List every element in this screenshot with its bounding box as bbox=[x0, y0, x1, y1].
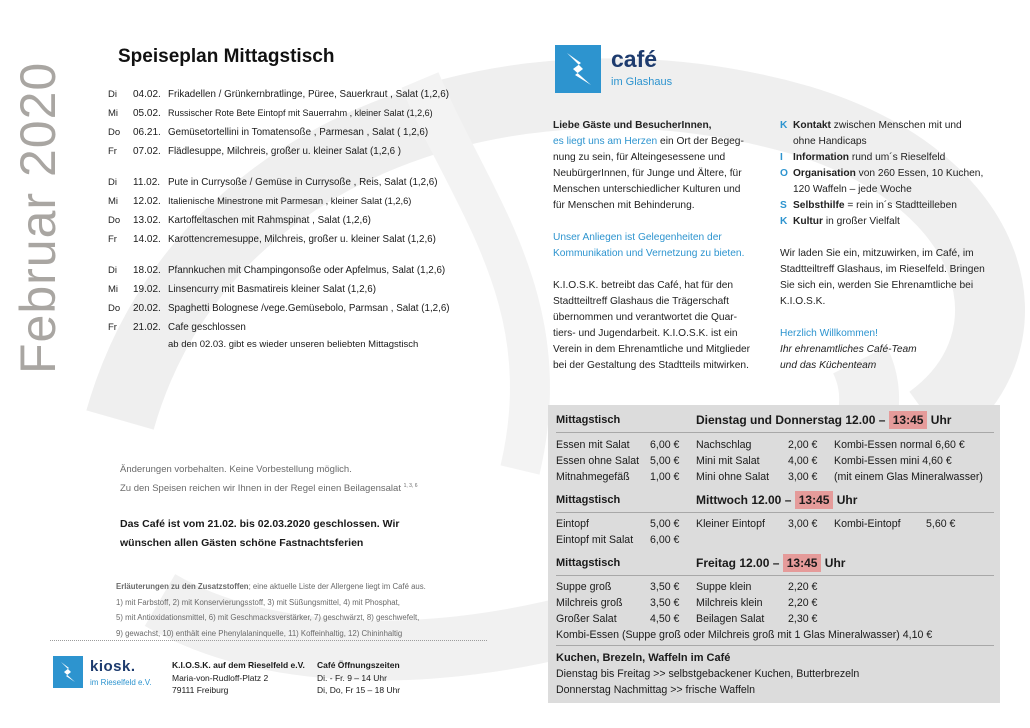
additives-line-4: 9) gewachst, 10) enthält eine Phenylalaninquelle, 11) Koffeinhaltig, 12) Chininhaltig bbox=[116, 628, 403, 638]
cafe-subtitle: im Glashaus bbox=[611, 76, 673, 88]
menu-dish: Karottencremesuppe, Milchreis, großer u. kleiner Salat (1,2,6) bbox=[168, 234, 436, 245]
menu-row bbox=[108, 177, 508, 196]
time-highlight: 13:45 bbox=[795, 491, 834, 509]
price-item: Milchreis klein bbox=[696, 597, 763, 609]
price-value: 2,20 € bbox=[788, 581, 818, 593]
menu-row bbox=[108, 265, 508, 284]
combo-line: Kombi-Essen (Suppe groß oder Milchreis groß mit 1 Glas Mineralwasser) 4,10 € bbox=[556, 629, 933, 641]
menu-dish: Frikadellen / Grünkernbratlinge, Püree, Sauerkraut , Salat (1,2,6) bbox=[168, 89, 449, 100]
menu-day: Fr bbox=[108, 146, 117, 157]
side-salad-text bbox=[120, 478, 418, 497]
section-label: Mittagstisch bbox=[556, 557, 621, 569]
price-value: 4,00 € bbox=[788, 455, 818, 467]
time-highlight: 13:45 bbox=[889, 411, 928, 429]
price-value: 6,00 € bbox=[650, 534, 680, 546]
menu-date: 20.02. bbox=[133, 303, 161, 314]
menu-row bbox=[108, 303, 508, 322]
menu-row bbox=[108, 89, 508, 108]
kiosk-line: bei der Gestaltung des Stadtteils mitwirken. bbox=[553, 360, 749, 371]
section-separator bbox=[556, 575, 994, 576]
closed-line-1: Das Café ist vom 21.02. bis 02.03.2020 geschlossen. Wir bbox=[120, 518, 400, 530]
cake-line: Donnerstag Nachmittag >> frische Waffeln bbox=[556, 684, 756, 696]
address-street: Maria-von-Rudloff-Platz 2 bbox=[172, 672, 269, 683]
price-item: Milchreis groß bbox=[556, 597, 623, 609]
price-value: 3,00 € bbox=[788, 518, 818, 530]
uhr-label: Uhr bbox=[836, 493, 858, 507]
signature-line: Ihr ehrenamtliches Café-Team bbox=[780, 344, 917, 355]
menu-day: Fr bbox=[108, 234, 117, 245]
acronym-text: = rein in´s Stadtteilleben bbox=[844, 200, 957, 211]
acronym-text: 120 Waffeln – jede Woche bbox=[793, 184, 912, 195]
menu-day: Mi bbox=[108, 196, 119, 207]
price-item: Suppe klein bbox=[696, 581, 752, 593]
intro-line: Menschen unterschiedlicher Kulturen und bbox=[553, 184, 741, 195]
price-item: Suppe groß bbox=[556, 581, 612, 593]
price-value: 4,50 € bbox=[650, 613, 680, 625]
invitation-line: Stadtteiltreff Glashaus, im Rieselfeld. Bringen bbox=[780, 264, 985, 275]
price-item: Essen mit Salat bbox=[556, 439, 630, 451]
menu-day: Di bbox=[108, 89, 117, 100]
kiosk-subtitle: im Rieselfeld e.V. bbox=[90, 678, 152, 687]
invitation-line: K.I.O.S.K. bbox=[780, 296, 826, 307]
section-days bbox=[696, 493, 857, 507]
price-item: Kombi-Eintopf bbox=[834, 518, 901, 530]
menu-row bbox=[108, 108, 508, 127]
address-city: 79111 Freiburg bbox=[172, 685, 229, 695]
intro-line: für Menschen mit Behinderung. bbox=[553, 200, 695, 211]
section-separator bbox=[556, 432, 994, 433]
price-item: Kombi-Essen normal 6,60 € bbox=[834, 439, 965, 451]
menu-row bbox=[108, 284, 508, 303]
price-value: 2,20 € bbox=[788, 597, 818, 609]
section-separator bbox=[556, 645, 994, 646]
price-item: Mini mit Salat bbox=[696, 455, 760, 467]
kiosk-line: K.I.O.S.K. betreibt das Café, hat für den bbox=[553, 280, 734, 291]
price-value: 3,50 € bbox=[650, 581, 680, 593]
kiosk-logo-icon bbox=[53, 656, 83, 688]
kiosk-name: kiosk. bbox=[90, 658, 136, 675]
price-value: 3,00 € bbox=[788, 471, 818, 483]
price-item: Eintopf mit Salat bbox=[556, 534, 634, 546]
intro-column bbox=[553, 118, 763, 390]
price-item: Eintopf bbox=[556, 518, 589, 530]
intro-line: NeubürgerInnen, für Junge und Ältere, für bbox=[553, 168, 742, 179]
acronym-letter: O bbox=[780, 168, 788, 179]
kiosk-line: Stadtteiltreff Glashaus die Trägerschaft bbox=[553, 296, 729, 307]
menu-row bbox=[108, 146, 508, 165]
menu-dish: Kartoffeltaschen mit Rahmspinat , Salat (1,2,6) bbox=[168, 215, 371, 226]
intro-paragraph bbox=[553, 134, 763, 214]
price-item: Großer Salat bbox=[556, 613, 617, 625]
closed-line-2: wünschen allen Gästen schöne Fastnachtsferien bbox=[120, 537, 364, 549]
menu-date: 13.02. bbox=[133, 215, 161, 226]
acronym-word: Selbsthilfe bbox=[793, 200, 845, 211]
cafe-logo-icon bbox=[555, 45, 601, 93]
price-value: 2,00 € bbox=[788, 439, 818, 451]
price-value: 5,00 € bbox=[650, 518, 680, 530]
kiosk-line: übernommen und verantwortet die Quar- bbox=[553, 312, 738, 323]
section-days-text: Dienstag und Donnerstag 12.00 – bbox=[696, 413, 886, 427]
concern-line: Kommunikation und Vernetzung zu bieten. bbox=[553, 248, 745, 259]
invitation-line: Sie sich ein, werden Sie Ehrenamtliche bei bbox=[780, 280, 974, 291]
menu-date: 19.02. bbox=[133, 284, 161, 295]
price-item: Kombi-Essen mini 4,60 € bbox=[834, 455, 952, 467]
greeting: Liebe Gäste und BesucherInnen, bbox=[553, 120, 712, 131]
time-highlight: 13:45 bbox=[783, 554, 822, 572]
price-item: Nachschlag bbox=[696, 439, 752, 451]
closed-notice bbox=[120, 515, 399, 553]
reopen-note: ab den 02.03. gibt es wieder unseren beliebten Mittagstisch bbox=[168, 339, 419, 350]
invitation-line: Wir laden Sie ein, mitzuwirken, im Café, im bbox=[780, 248, 974, 259]
menu-day: Fr bbox=[108, 322, 117, 333]
menu-list bbox=[108, 89, 508, 341]
acronym-letter: K bbox=[780, 120, 788, 131]
section-days-text: Freitag 12.00 – bbox=[696, 556, 780, 570]
menu-date: 05.02. bbox=[133, 108, 161, 119]
kiosk-acronym-column bbox=[780, 118, 995, 374]
price-value: 3,50 € bbox=[650, 597, 680, 609]
menu-date: 06.21. bbox=[133, 127, 161, 138]
concern-paragraph bbox=[553, 230, 763, 262]
price-item: Beilagen Salat bbox=[696, 613, 765, 625]
price-value: 2,30 € bbox=[788, 613, 818, 625]
price-item: Essen ohne Salat bbox=[556, 455, 640, 467]
menu-day: Di bbox=[108, 177, 117, 188]
acronym-item bbox=[780, 166, 995, 198]
address-title: K.I.O.S.K. auf dem Rieselfeld e.V. bbox=[172, 660, 305, 670]
welcome-text: Herzlich Willkommen! bbox=[780, 328, 878, 339]
price-item: Mitnahmegefäß bbox=[556, 471, 630, 483]
section-days-text: Mittwoch 12.00 – bbox=[696, 493, 792, 507]
acronym-text: zwischen Menschen mit und bbox=[830, 120, 962, 131]
menu-row bbox=[108, 234, 508, 253]
kiosk-line: tiers- und Jugendarbeit. K.I.O.S.K. ist ein bbox=[553, 328, 738, 339]
menu-date: 04.02. bbox=[133, 89, 161, 100]
price-item: Mini ohne Salat bbox=[696, 471, 770, 483]
menu-row bbox=[108, 127, 508, 146]
changes-note bbox=[120, 462, 418, 497]
menu-row bbox=[108, 215, 508, 234]
menu-date: 21.02. bbox=[133, 322, 161, 333]
month-label: Februar 2020 bbox=[10, 61, 66, 374]
kiosk-paragraph bbox=[553, 278, 763, 374]
section-label: Mittagstisch bbox=[556, 414, 621, 426]
signature-line: und das Küchenteam bbox=[780, 360, 877, 371]
changes-text: Änderungen vorbehalten. Keine Vorbestellung möglich. bbox=[120, 464, 352, 475]
section-separator bbox=[556, 512, 994, 513]
acronym-word: Kultur bbox=[793, 216, 823, 227]
price-value: 1,00 € bbox=[650, 471, 680, 483]
section-label: Mittagstisch bbox=[556, 494, 621, 506]
menu-row bbox=[108, 196, 508, 215]
acronym-word: Kontakt bbox=[793, 120, 831, 131]
intro-line: nung zu sein, für Alteingesessene und bbox=[553, 152, 726, 163]
menu-dish: Flädlesuppe, Milchreis, großer u. kleiner Salat (1,2,6 ) bbox=[168, 146, 402, 157]
menu-day: Mi bbox=[108, 284, 119, 295]
uhr-label: Uhr bbox=[930, 413, 952, 427]
uhr-label: Uhr bbox=[824, 556, 846, 570]
intro-highlight: es liegt uns am Herzen bbox=[553, 136, 658, 147]
additives-note bbox=[116, 579, 506, 641]
acronym-word: Organisation bbox=[793, 168, 856, 179]
hours-line-1: Di. - Fr. 9 – 14 Uhr bbox=[317, 672, 387, 683]
hours-line-2: Di, Do, Fr 15 – 18 Uhr bbox=[317, 685, 401, 695]
divider bbox=[50, 640, 487, 641]
price-value: 5,00 € bbox=[650, 455, 680, 467]
additives-line-3: 5) mit Antioxidationsmittel, 6) mit Geschmacksverstärker, 7) geschwärzt, 8) geschwefelt, bbox=[116, 613, 420, 622]
cake-line: Dienstag bis Freitag >> selbstgebackener Kuchen, Butterbrezeln bbox=[556, 668, 860, 680]
menu-day: Do bbox=[108, 303, 121, 314]
acronym-item bbox=[780, 214, 995, 230]
hours-title: Café Öffnungszeiten bbox=[317, 660, 400, 670]
invitation-paragraph bbox=[780, 246, 995, 310]
price-item: (mit einem Glas Mineralwasser) bbox=[834, 471, 983, 483]
menu-date: 18.02. bbox=[133, 265, 161, 276]
menu-dish: Pfannkuchen mit Champingonsoße oder Apfelmus, Salat (1,2,6) bbox=[168, 265, 446, 276]
menu-dish: Cafe geschlossen bbox=[168, 322, 246, 333]
concern-line: Unser Anliegen ist Gelegenheiten der bbox=[553, 232, 722, 243]
acronym-text: rund um´s Rieselfeld bbox=[849, 152, 946, 163]
acronym-text: in großer Vielfalt bbox=[823, 216, 900, 227]
additives-heading: Erläuterungen zu den Zusatzstoffen bbox=[116, 582, 249, 591]
menu-day: Di bbox=[108, 265, 117, 276]
side-salad-main: Zu den Speisen reichen wir Ihnen in der Regel einen Beilagensalat bbox=[120, 483, 401, 495]
menu-day: Do bbox=[108, 215, 121, 226]
price-item: Kleiner Eintopf bbox=[696, 518, 765, 530]
menu-title: Speiseplan Mittagstisch bbox=[118, 46, 335, 67]
intro-line: ein Ort der Begeg- bbox=[657, 136, 744, 147]
acronym-letter: S bbox=[780, 200, 787, 211]
menu-dish: Gemüsetortellini in Tomatensoße , Parmesan , Salat ( 1,2,6) bbox=[168, 127, 429, 138]
menu-day: Mi bbox=[108, 108, 119, 119]
additives-line-1: ; eine aktuelle Liste der Allergene liegt im Café aus. bbox=[248, 582, 426, 591]
menu-dish: Italienische Minestrone mit Parmesan , kleiner Salat (1,2,6) bbox=[168, 196, 412, 206]
cafe-name: café bbox=[611, 46, 658, 72]
menu-dish: Pute in Currysoße / Gemüse in Currysoße , Reis, Salat (1,2,6) bbox=[168, 177, 438, 188]
menu-day: Do bbox=[108, 127, 121, 138]
acronym-item bbox=[780, 150, 995, 166]
side-salad-sup: 1, 3, 6 bbox=[403, 483, 418, 489]
acronym-letter: K bbox=[780, 216, 788, 227]
price-value: 5,60 € bbox=[926, 518, 956, 530]
acronym-item bbox=[780, 198, 995, 214]
menu-dish: Russischer Rote Bete Eintopf mit Sauerrahm , kleiner Salat (1,2,6) bbox=[168, 108, 433, 118]
menu-date: 14.02. bbox=[133, 234, 161, 245]
menu-date: 07.02. bbox=[133, 146, 161, 157]
menu-date: 11.02. bbox=[133, 177, 161, 188]
price-value: 6,00 € bbox=[650, 439, 680, 451]
acronym-item bbox=[780, 118, 995, 150]
section-days bbox=[696, 413, 951, 427]
acronym-text: ohne Handicaps bbox=[793, 136, 867, 147]
acronym-text: von 260 Essen, 10 Kuchen, bbox=[855, 168, 984, 179]
menu-dish: Spaghetti Bolognese /vege.Gemüsebolo, Parmsan , Salat (1,2,6) bbox=[168, 303, 450, 314]
address-block bbox=[172, 659, 305, 697]
acronym-letter: I bbox=[780, 152, 783, 163]
opening-hours bbox=[317, 659, 400, 697]
kiosk-line: Verein in dem Ehrenamtliche und Mitglieder bbox=[553, 344, 751, 355]
menu-date: 12.02. bbox=[133, 196, 161, 207]
section-days bbox=[696, 556, 845, 570]
menu-dish: Linsencurry mit Basmatireis kleiner Salat (1,2,6) bbox=[168, 284, 376, 295]
acronym-word: Information bbox=[793, 152, 850, 163]
additives-line-2: 1) mit Farbstoff, 2) mit Konservierungsstoff, 3) mit Süßungsmittel, 4) mit Phosphat, bbox=[116, 597, 400, 607]
cake-heading: Kuchen, Brezeln, Waffeln im Café bbox=[556, 652, 731, 664]
